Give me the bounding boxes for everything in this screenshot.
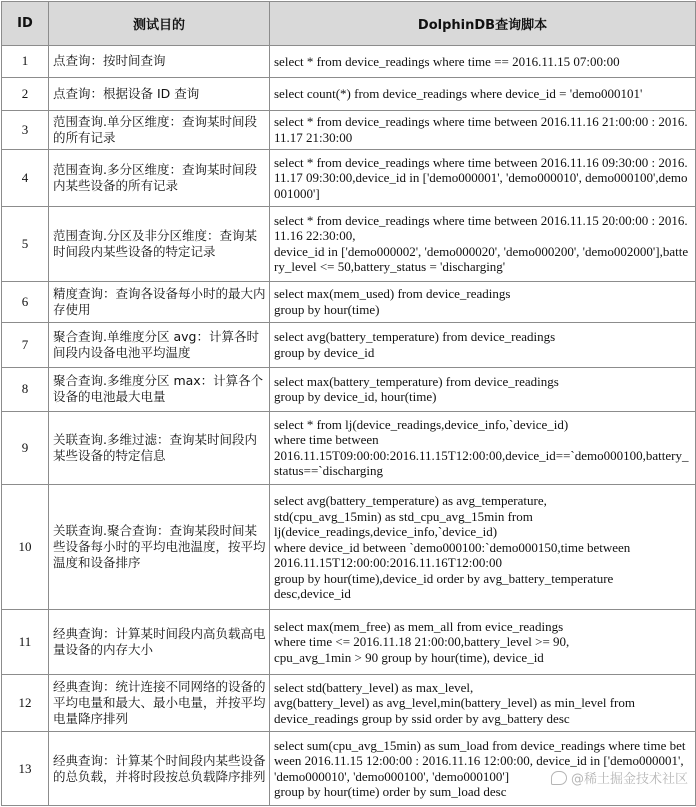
table-row: [2, 411, 696, 485]
row-script: select * from device_readings where time between 2016.11.16 09:30:00 : 2016.11.17 09:30:00,device_id in ['demo000001', 'demo000010', demo000100',demo001000']: [270, 150, 696, 206]
row-purpose: 点查询：按时间查询: [49, 46, 270, 78]
watermark-text: @稀土掘金技术社区: [570, 772, 688, 787]
row-purpose: 聚合查询.单维度分区 avg：计算各时间段内设备电池平均温度: [49, 322, 270, 367]
header-script: DolphinDB查询脚本: [270, 2, 696, 46]
table-row: [2, 110, 696, 150]
chat-bubble-icon: [551, 771, 567, 785]
row-script: select std(battery_level) as max_level, avg(battery_level) as avg_level,min(battery_level) as min_level from device_readings group by ssid order by avg_battery desc: [270, 674, 696, 731]
row-id: 9: [2, 411, 49, 485]
row-script: select count(*) from device_readings where device_id = 'demo000101': [270, 77, 696, 110]
row-purpose: 关联查询.聚合查询：查询某段时间某些设备每小时的平均电池温度，按平均温度和设备排序: [49, 485, 270, 610]
row-purpose: 经典查询：计算某个时间段内某些设备的总负载，并将时段按总负载降序排列: [49, 732, 270, 806]
table-row: [2, 206, 696, 281]
row-id: 12: [2, 674, 49, 731]
row-id: 2: [2, 77, 49, 110]
row-id: 6: [2, 281, 49, 322]
row-purpose: 经典查询：统计连接不同网络的设备的平均电量和最大、最小电量，并按平均电量降序排列: [49, 674, 270, 731]
row-script: select max(battery_temperature) from device_readings group by device_id, hour(time): [270, 367, 696, 411]
row-id: 5: [2, 206, 49, 281]
row-id: 4: [2, 150, 49, 206]
row-id: 10: [2, 485, 49, 610]
row-script: select avg(battery_temperature) as avg_temperature, std(cpu_avg_15min) as std_cpu_avg_15min from lj(device_readings,device_info,`device_id) where device_id between `demo000100:`demo000150,time between 2016.11.15T12:00:00:2016.11.16T12:00:00 group by hour(time),device_id order by avg_battery_temperature desc,device_id: [270, 485, 696, 610]
row-purpose: 聚合查询.多维度分区 max：计算各个设备的电池最大电量: [49, 367, 270, 411]
row-purpose: 范围查询.多分区维度：查询某时间段内某些设备的所有记录: [49, 150, 270, 206]
row-id: 3: [2, 110, 49, 150]
row-id: 13: [2, 732, 49, 806]
row-purpose: 点查询：根据设备 ID 查询: [49, 77, 270, 110]
header-id: ID: [2, 2, 49, 46]
row-id: 8: [2, 367, 49, 411]
row-script: select * from lj(device_readings,device_info,`device_id) where time between 2016.11.15T09:00:00:2016.11.15T12:00:00,device_id==`demo000100,battery_status==`discharging: [270, 411, 696, 485]
row-purpose: 范围查询.单分区维度：查询某时间段的所有记录: [49, 110, 270, 150]
watermark: [551, 768, 688, 787]
table-row: [2, 610, 696, 675]
row-script: select * from device_readings where time between 2016.11.16 21:00:00 : 2016.11.17 21:30:00: [270, 110, 696, 150]
table-row: [2, 367, 696, 411]
table-row: [2, 46, 696, 78]
row-purpose: 范围查询.分区及非分区维度：查询某时间段内某些设备的特定记录: [49, 206, 270, 281]
row-script: select avg(battery_temperature) from device_readings group by device_id: [270, 322, 696, 367]
table-row: [2, 150, 696, 206]
header-row: [2, 2, 696, 46]
row-script: select * from device_readings where time == 2016.11.15 07:00:00: [270, 46, 696, 78]
row-purpose: 关联查询.多维过滤：查询某时间段内某些设备的特定信息: [49, 411, 270, 485]
row-id: 11: [2, 610, 49, 675]
row-script: select max(mem_free) as mem_all from evice_readings where time <= 2016.11.18 21:00:00,battery_level >= 90, cpu_avg_1min > 90 group by hour(time), device_id: [270, 610, 696, 675]
row-script: select * from device_readings where time between 2016.11.15 20:00:00 : 2016.11.16 22:30:00, device_id in ['demo000002', 'demo000020', 'demo000200', 'demo002000'],battery_level <= 50,battery_status = 'discharging': [270, 206, 696, 281]
row-script: select max(mem_used) from device_readings group by hour(time): [270, 281, 696, 322]
row-script: select sum(cpu_avg_15min) as sum_load from device_readings where time between 2016.11.15 12:00:00 : 2016.11.16 12:00:00, device_id in ['demo000001', 'demo000010', 'demo000100', 'demo000100'] group by hour(time) order by sum_load desc: [270, 732, 696, 806]
table-row: [2, 322, 696, 367]
row-purpose: 精度查询：查询各设备每小时的最大内存使用: [49, 281, 270, 322]
query-table: [1, 1, 696, 806]
row-id: 1: [2, 46, 49, 78]
row-id: 7: [2, 322, 49, 367]
table-row: [2, 674, 696, 731]
row-purpose: 经典查询：计算某时间段内高负载高电量设备的内存大小: [49, 610, 270, 675]
table-row: [2, 77, 696, 110]
table-row: [2, 281, 696, 322]
header-purpose: 测试目的: [49, 2, 270, 46]
table-row: [2, 485, 696, 610]
